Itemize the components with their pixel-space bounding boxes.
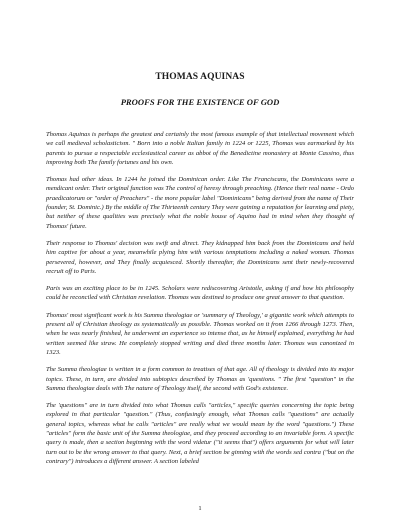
paragraph-7: The 'questions" are in turn divided into what Thomas calls "articles," specific queries concerning the topic being explored in that particular "question." (Thus, confusingly enough, what Thomas calls "questions" are actually general topics, whereas what he calls "articles" are really what we would mean by the word "questions.") These "articles" form the basic unit of the Summa theologiae, and they proceed according to an invariable form. A specific query is made, then a section beginning with the word videtur ("it seems that") offers arguments for what will later turn out to be the wrong answer to that query. Next, a brief section be ginning with the words sed contra ("but on the contrary") introduces a different answer. A section labeled	[46, 402, 354, 465]
paragraph-4: Paris was an exciting place to be in 1245. Scholars were rediscovering Aristotle, asking if and how his philosophy could be reconciled with Christian revelation. Thomas was destined to produce one great answer to that question.	[46, 285, 354, 302]
document-title: THOMAS AQUINAS	[155, 72, 245, 82]
paragraph-5: Thomas' most significant work is his Summa theologiae or 'summary of Theology,' a gigantic work which attempts to present all of Christian theology as systematically as possible. Thomas worked on it from 1266 through 1273. Then, when he was nearly finished, he underwent an experience so intense that, as he himself explained, everything he had written seemed like straw. He completely stopped writing and died three months later. Thomas was canonized in 1323.	[46, 311, 354, 356]
paragraph-1: Thomas Aquinas is perhaps the greatest and certainly the most famous example of that intellectual movement which we call medieval scholasticism. " Born into a noble Italian family in 1224 or 1225, Thomas was earmarked by his parents to pursue a respectable ecclesiastical career as abbot of the Benedictine monastery at Monte Cassino, thus improving both The family fortunes and his own.	[46, 131, 354, 166]
paragraph-6: The Summa theologiae is written in a form common to treatises of that age. All of theology is divided into its major topics. These, in turn, are divided into subtopics described by Thomas as 'questions. " The first "question" in the Summa theologiae deals with The nature of Theology itself, the second with God's existence.	[46, 366, 354, 392]
document-subtitle: PROOFS FOR THE EXISTENCE OF GOD	[120, 97, 280, 107]
paragraph-2: Thomas had other ideas. In 1244 he joined the Dominican order. Like The Franciscans, the Dominicans were a mendicant order. Their original function was The control of heresy through preaching. (Hence their real name - Ordo praedicatorum or "order of Preachers" - the more popular label "Dominicans" being derived from the name of Their founder, St. Dominic.) By the middle of The Thirteenth century They were gaining a reputation for learning and piety, but neither of these qualities was precisely what the noble house of Aquino had in mind when they thought of Thomas' future.	[46, 176, 354, 230]
page-number: 1	[198, 505, 202, 512]
paragraph-3: Their response to Thomas' decision was swift and direct. They kidnapped him back from the Dominicans and held him captive for about a year, meanwhile plying him with various temptations including a naked woman. Thomas persevered, however, and They finally acquiesced. Shortly thereafter, the Dominicans sent their newly-recovered recruit off to Paris.	[46, 239, 354, 275]
